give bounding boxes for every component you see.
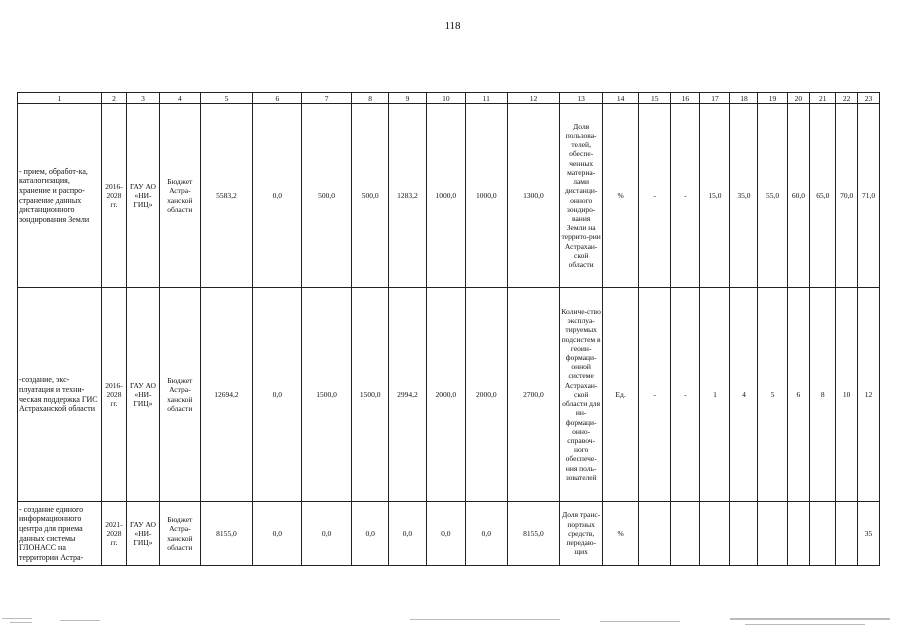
target-value-cell: - — [671, 104, 700, 288]
year-value-cell: 0,0 — [302, 502, 352, 566]
year-value-cell: 0,0 — [253, 104, 302, 288]
target-value-cell — [758, 502, 787, 566]
unit-cell: Ед. — [602, 288, 638, 502]
col-header-12: 12 — [507, 93, 560, 104]
target-value-cell: 4 — [730, 288, 758, 502]
col-header-16: 16 — [671, 93, 700, 104]
period-cell: 2016-2028 гг. — [102, 104, 127, 288]
year-value-cell: 0,0 — [389, 502, 426, 566]
col-header-22: 22 — [836, 93, 858, 104]
total-cell: 8155,0 — [200, 502, 253, 566]
table-row — [18, 502, 880, 566]
col-header-11: 11 — [466, 93, 507, 104]
target-value-cell: 70,0 — [836, 104, 858, 288]
target-value-cell: 15,0 — [700, 104, 730, 288]
target-value-cell: - — [639, 288, 671, 502]
target-value-cell — [671, 502, 700, 566]
target-value-cell — [730, 502, 758, 566]
year-value-cell: 1283,2 — [389, 104, 426, 288]
year-value-cell: 0,0 — [466, 502, 507, 566]
col-header-13: 13 — [560, 93, 603, 104]
col-header-20: 20 — [787, 93, 810, 104]
col-header-6: 6 — [253, 93, 302, 104]
col-header-17: 17 — [700, 93, 730, 104]
indicator-cell: Доля пользова-телей, обеспе-ченных материа-лами дистанци-онного зондиро-вания Земли на террито-рии Астрахан-ской области — [560, 104, 603, 288]
target-value-cell: 8 — [810, 288, 836, 502]
target-value-cell: 71,0 — [858, 104, 880, 288]
indicator-cell: Количе-ство эксплуа-тируемых подсистем в геоин-формаци-онной системе Астрахан-ской области для ин-формаци-онно-справоч-ного обеспече-ния поль-зователей — [560, 288, 603, 502]
col-header-19: 19 — [758, 93, 787, 104]
unit-cell: % — [602, 104, 638, 288]
col-header-8: 8 — [351, 93, 388, 104]
target-value-cell — [836, 502, 858, 566]
funding-source-cell: Бюджет Астра-ханской области — [160, 288, 200, 502]
target-value-cell: 1 — [700, 288, 730, 502]
target-value-cell: 65,0 — [810, 104, 836, 288]
year-value-cell: 1000,0 — [466, 104, 507, 288]
column-number-row — [18, 93, 880, 104]
year-value-cell: 2700,0 — [507, 288, 560, 502]
period-cell: 2021-2028 гг. — [102, 502, 127, 566]
col-header-7: 7 — [302, 93, 352, 104]
year-value-cell: 2994,2 — [389, 288, 426, 502]
target-value-cell: 10 — [836, 288, 858, 502]
col-header-9: 9 — [389, 93, 426, 104]
year-value-cell: 1300,0 — [507, 104, 560, 288]
col-header-15: 15 — [639, 93, 671, 104]
target-value-cell: - — [639, 104, 671, 288]
year-value-cell: 2000,0 — [426, 288, 465, 502]
target-value-cell — [639, 502, 671, 566]
funding-source-cell: Бюджет Астра-ханской области — [160, 502, 200, 566]
year-value-cell: 1500,0 — [351, 288, 388, 502]
target-value-cell — [810, 502, 836, 566]
total-cell: 5583,2 — [200, 104, 253, 288]
target-value-cell: 35 — [858, 502, 880, 566]
target-value-cell: 60,0 — [787, 104, 810, 288]
col-header-2: 2 — [102, 93, 127, 104]
executor-cell: ГАУ АО «НИ-ГИЦ» — [126, 288, 159, 502]
target-value-cell — [700, 502, 730, 566]
col-header-14: 14 — [602, 93, 638, 104]
col-header-18: 18 — [730, 93, 758, 104]
year-value-cell: 0,0 — [253, 288, 302, 502]
page-number: 118 — [444, 20, 461, 32]
table-row — [18, 288, 880, 502]
funding-source-cell: Бюджет Астра-ханской области — [160, 104, 200, 288]
target-value-cell: - — [671, 288, 700, 502]
target-value-cell: 5 — [758, 288, 787, 502]
year-value-cell: 2000,0 — [466, 288, 507, 502]
total-cell: 12694,2 — [200, 288, 253, 502]
year-value-cell: 500,0 — [351, 104, 388, 288]
col-header-3: 3 — [126, 93, 159, 104]
period-cell: 2016-2028 гг. — [102, 288, 127, 502]
year-value-cell: 8155,0 — [507, 502, 560, 566]
col-header-10: 10 — [426, 93, 465, 104]
col-header-23: 23 — [858, 93, 880, 104]
activity-cell: - прием, обработ-ка, каталогизация, хранение и распро-странение данных дистанционного зондирования Земли — [18, 104, 102, 288]
activity-cell: -создание, экс-плуатация и техни-ческая поддержка ГИС Астраханской области — [18, 288, 102, 502]
target-value-cell: 12 — [858, 288, 880, 502]
indicator-cell: Доля транс-портных средств, передаю-щих — [560, 502, 603, 566]
year-value-cell: 0,0 — [426, 502, 465, 566]
target-value-cell: 55,0 — [758, 104, 787, 288]
target-value-cell — [787, 502, 810, 566]
year-value-cell: 1500,0 — [302, 288, 352, 502]
year-value-cell: 1000,0 — [426, 104, 465, 288]
target-value-cell: 6 — [787, 288, 810, 502]
program-activities-table — [17, 92, 880, 566]
executor-cell: ГАУ АО «НИ-ГИЦ» — [126, 104, 159, 288]
year-value-cell: 0,0 — [253, 502, 302, 566]
col-header-5: 5 — [200, 93, 253, 104]
col-header-21: 21 — [810, 93, 836, 104]
target-value-cell: 35,0 — [730, 104, 758, 288]
scan-noise — [0, 612, 905, 634]
year-value-cell: 0,0 — [351, 502, 388, 566]
unit-cell: % — [602, 502, 638, 566]
table-row — [18, 104, 880, 288]
col-header-1: 1 — [18, 93, 102, 104]
activity-cell: - создание единого информационного центра для приема данных системы ГЛОНАСС на территории Астра- — [18, 502, 102, 566]
year-value-cell: 500,0 — [302, 104, 352, 288]
executor-cell: ГАУ АО «НИ-ГИЦ» — [126, 502, 159, 566]
col-header-4: 4 — [160, 93, 200, 104]
